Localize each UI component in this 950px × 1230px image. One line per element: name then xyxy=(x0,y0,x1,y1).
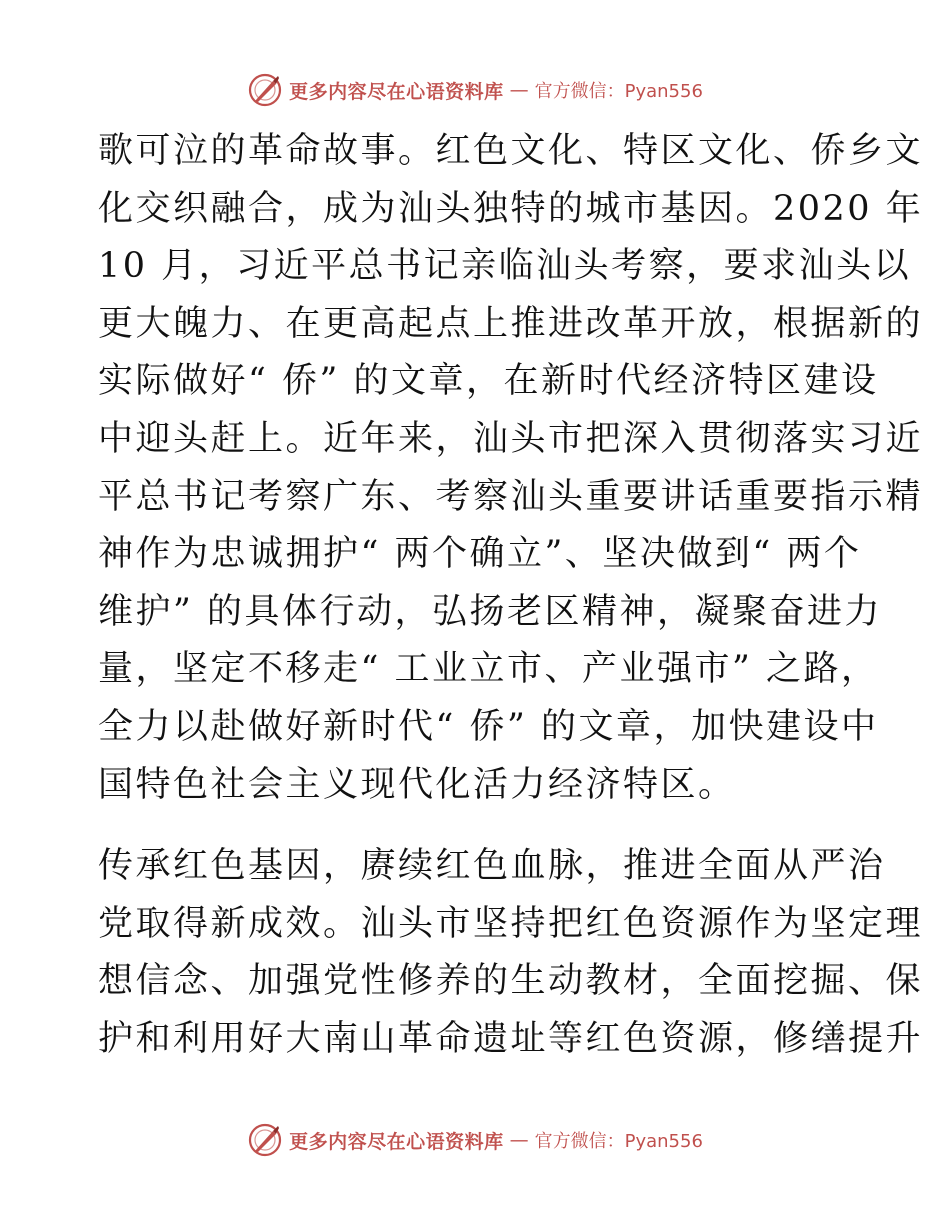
text-line: 更大魄力、在更高起点上推进改革开放，根据新的 xyxy=(98,303,924,344)
paragraph-2 xyxy=(98,838,924,1068)
banner-separator: — xyxy=(509,1129,529,1151)
text-line: 10 月，习近平总书记亲临汕头考察，要求汕头以 xyxy=(98,246,912,287)
text-line: 想信念、加强党性修养的生动教材，全面挖掘、保 xyxy=(98,961,924,1002)
text-line: 实际做好“ 侨” 的文章，在新时代经济特区建设 xyxy=(98,361,879,402)
paragraph-1 xyxy=(98,123,924,814)
text-line: 中迎头赶上。近年来，汕头市把深入贯彻落实习近 xyxy=(98,418,924,459)
text-line: 党取得新成效。汕头市坚持把红色资源作为坚定理 xyxy=(98,903,924,944)
text-line: 歌可泣的革命故事。红色文化、特区文化、侨乡文 xyxy=(98,131,924,171)
text-line: 平总书记考察广东、考察汕头重要讲话重要指示精 xyxy=(98,476,924,517)
text-line: 化交织融合，成为汕头独特的城市基因。2020 年 xyxy=(98,188,924,229)
quill-pen-logo-icon xyxy=(247,72,283,108)
text-line: 维护” 的具体行动，弘扬老区精神，凝聚奋进力 xyxy=(98,591,883,632)
text-line: 全力以赴做好新时代“ 侨” 的文章，加快建设中 xyxy=(98,706,879,747)
text-line: 神作为忠诚拥护“ 两个确立”、坚决做到“ 两个 xyxy=(98,534,862,575)
footer-watermark-banner xyxy=(0,1120,950,1160)
banner-wechat-text: 官方微信：Pyan556 xyxy=(534,1131,703,1152)
banner-wechat-text: 官方微信：Pyan556 xyxy=(534,81,703,102)
text-line: 护和利用好大南山革命遗址等红色资源，修缮提升 xyxy=(98,1018,924,1059)
text-line: 量，坚定不移走“ 工业立市、产业强市” 之路， xyxy=(98,649,879,690)
header-watermark-banner xyxy=(0,70,950,110)
quill-pen-logo-icon xyxy=(247,1122,283,1158)
text-line: 国特色社会主义现代化活力经济特区。 xyxy=(98,764,736,805)
banner-main-text: 更多内容尽在心语资料库 xyxy=(289,80,504,103)
banner-separator: — xyxy=(509,79,529,101)
banner-main-text: 更多内容尽在心语资料库 xyxy=(289,1130,504,1153)
text-line: 传承红色基因，赓续红色血脉，推进全面从严治 xyxy=(98,846,886,886)
